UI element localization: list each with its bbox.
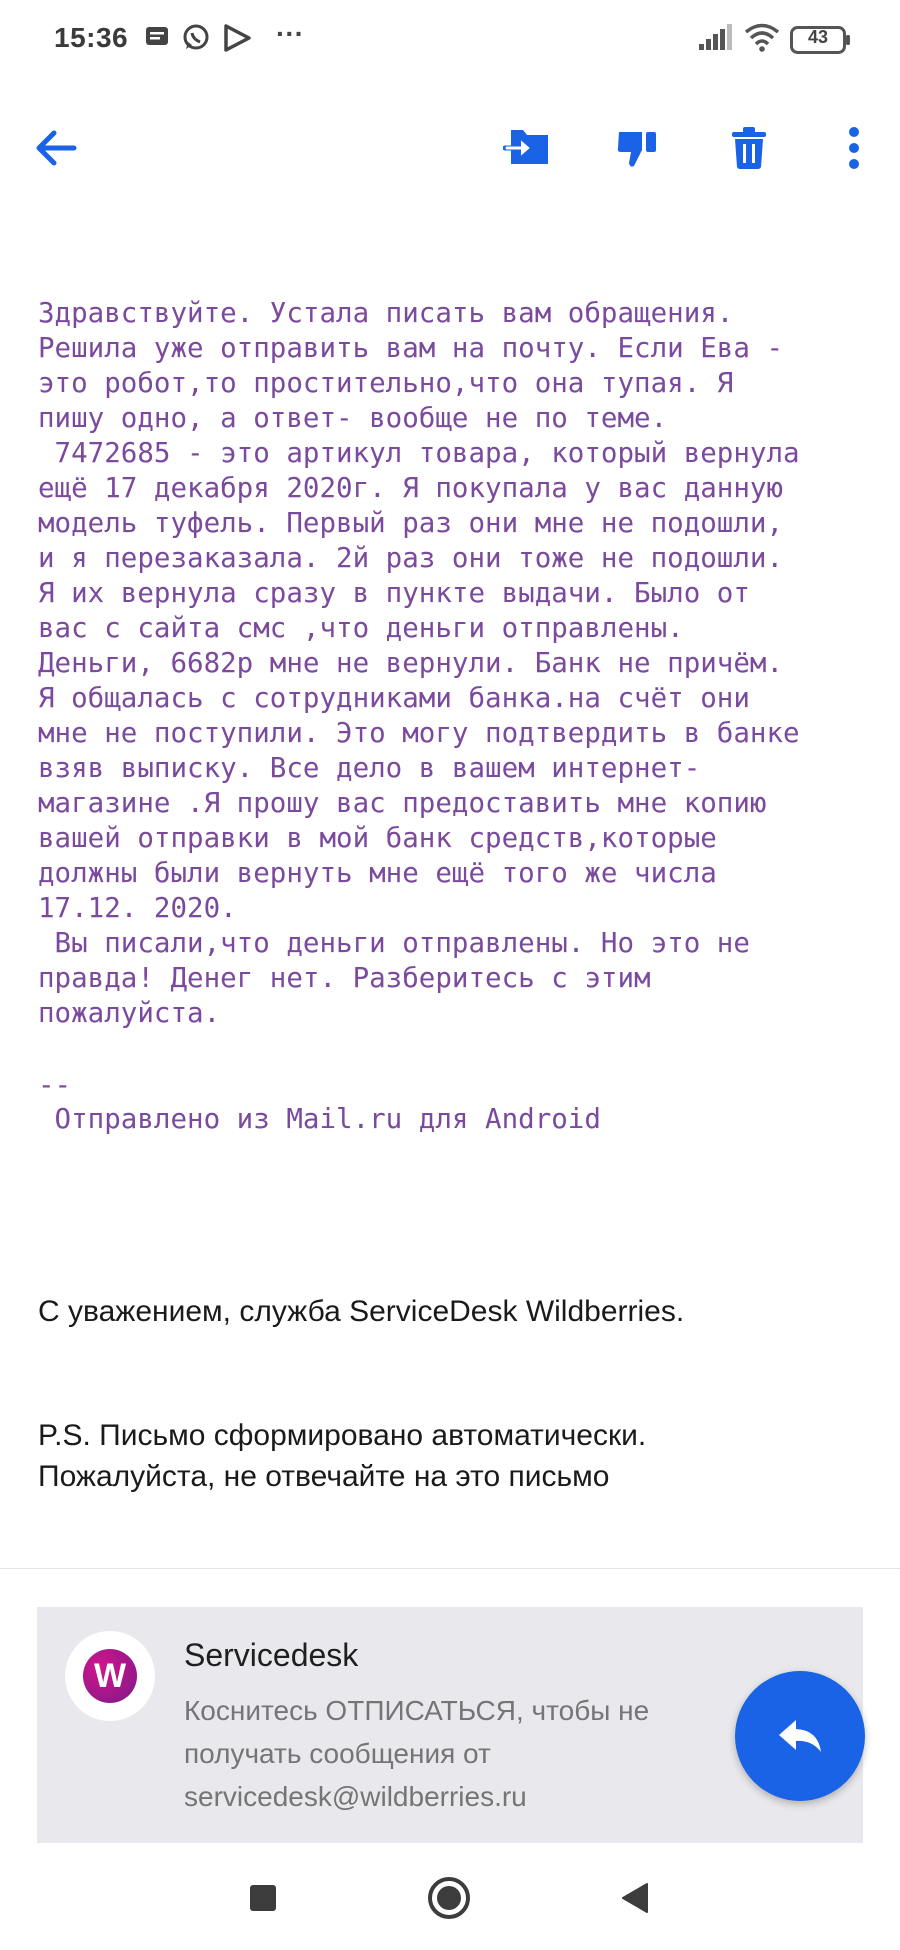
back-nav-button[interactable]: [600, 1863, 670, 1933]
delete-icon: [729, 126, 769, 170]
home-circle-icon: [427, 1876, 471, 1920]
unsubscribe-text: Коснитесь ОТПИСАТЬСЯ, чтобы не получать сообщения от servicedesk@wildberries.ru: [184, 1695, 650, 1812]
spam-button[interactable]: [610, 120, 666, 176]
delete-button[interactable]: [721, 120, 777, 176]
ps-line-2: Пожалуйста, не отвечайте на это письмо: [38, 1460, 610, 1493]
battery-level: 43: [807, 27, 829, 47]
back-triangle-icon: [619, 1881, 651, 1915]
spam-icon: [616, 126, 660, 170]
move-to-folder-button[interactable]: [500, 120, 556, 176]
status-bar: [0, 0, 900, 80]
back-button[interactable]: [28, 120, 84, 176]
ps-note: [38, 1415, 646, 1497]
battery-icon: [790, 26, 852, 59]
wifi-icon: [744, 22, 780, 57]
home-button[interactable]: [414, 1863, 484, 1933]
sender-avatar: [65, 1631, 155, 1721]
sender-name: Servicedesk: [184, 1637, 359, 1673]
divider: [0, 1568, 900, 1569]
status-time: 15:36: [54, 22, 129, 53]
move-to-folder-icon: [503, 126, 553, 170]
whatsapp-icon: [182, 24, 210, 57]
message-icon: [144, 24, 170, 55]
reply-button[interactable]: [735, 1671, 865, 1801]
overflow-dots: ···: [276, 18, 304, 49]
navigation-bar: [0, 1843, 900, 1950]
signal-icon: [697, 22, 733, 57]
regards-text: С уважением, служба ServiceDesk Wildberries.: [38, 1295, 685, 1328]
wildberries-logo-icon: W: [83, 1649, 137, 1703]
email-body-text: Здравствуйте. Устала писать вам обращения. Решила уже отправить вам на почту. Если Ева - это робот,то простительно,что она тупая. Я пишу одно, а ответ- вообще не по теме. 7472685 - это артикул товара, который вернула ещё 17 декабря 2020г. Я покупала у вас данную модель туфель. Первый раз они мне не подошли, и я перезаказала. 2й раз они тоже не подошли. Я их вернула сразу в пункте выдачи. Было от вас с сайта смс ,что деньги отправлены. Деньги, 6682р мне не вернули. Банк не причём. Я общалась с сотрудниками банка.на счёт они мне не поступили. Это могу подтвердить в банке взяв выписку. Все дело в вашем интернет- магазине .Я прошу вас предоставить мне копию вашей отправки в мой банк средств,которые должны были вернуть мне ещё того же числа 17.12. 2020. Вы писали,что деньги отправлены. Но это не правда! Денег нет. Разберитесь с этим пожалуйста.: [38, 297, 800, 1029]
back-arrow-icon: [34, 128, 78, 168]
more-icon: [846, 126, 862, 170]
recents-button[interactable]: [228, 1863, 298, 1933]
more-button[interactable]: [826, 120, 882, 176]
email-toolbar: [0, 100, 900, 195]
recents-square-icon: [248, 1883, 278, 1913]
email-signature: -- Отправлено из Mail.ru для Android: [38, 1069, 601, 1135]
ps-line-1: P.S. Письмо сформировано автоматически.: [38, 1419, 647, 1452]
play-icon: [223, 24, 253, 57]
reply-icon: [776, 1716, 824, 1756]
